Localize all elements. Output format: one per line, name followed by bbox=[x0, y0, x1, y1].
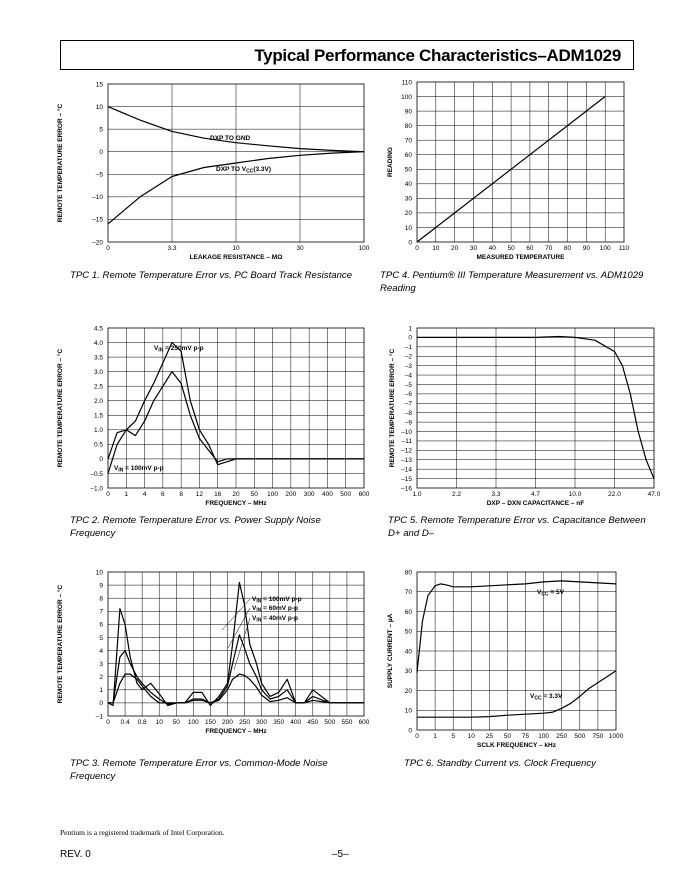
tpc3-xtick: 400 bbox=[290, 719, 302, 726]
tpc6-ytick: 30 bbox=[404, 668, 412, 676]
tpc5-ytick: –4 bbox=[404, 372, 412, 380]
tpc4-ytick: 60 bbox=[404, 152, 412, 160]
tpc2-plot bbox=[56, 325, 370, 507]
tpc1-xlabel: LEAKAGE RESISTANCE – MΩ bbox=[189, 254, 283, 261]
tpc3-xtick: 500 bbox=[324, 719, 336, 726]
tpc5-ytick: –13 bbox=[401, 457, 412, 465]
header-title-box bbox=[60, 40, 634, 70]
tpc6-caption: TPC 6. Standby Current vs. Clock Frequency bbox=[404, 758, 596, 769]
tpc4-ytick: 110 bbox=[401, 79, 412, 87]
tpc3-ytick: 7 bbox=[99, 608, 103, 616]
tpc6-xtick: 1000 bbox=[608, 733, 624, 740]
tpc3-ytick: 6 bbox=[99, 621, 103, 629]
tpc3-chart bbox=[50, 564, 370, 759]
tpc6-xtick: 1 bbox=[433, 733, 437, 740]
tpc6-xtick: 10 bbox=[467, 733, 475, 740]
tpc5-ytick: –5 bbox=[404, 381, 412, 389]
tpc4-ytick: 100 bbox=[401, 93, 412, 101]
tpc5-xtick: 47.0 bbox=[647, 491, 661, 498]
tpc1-annotation-1: DXP TO $V_{CC}(3.3V)$ bbox=[216, 166, 272, 175]
tpc2-xtick: 8 bbox=[179, 491, 183, 498]
tpc6-xtick: 5 bbox=[451, 733, 455, 740]
tpc2-ytick: –0.5 bbox=[90, 470, 103, 478]
tpc1-xtick: 30 bbox=[296, 245, 304, 252]
tpc2-xtick: 600 bbox=[358, 491, 370, 498]
tpc5-xtick: 3.3 bbox=[491, 491, 501, 498]
tpc3-ytick: 10 bbox=[95, 569, 103, 577]
tpc6-xtick: 75 bbox=[521, 733, 530, 740]
tpc6-ytick: 50 bbox=[404, 628, 412, 636]
tpc5-ytick: –9 bbox=[404, 419, 412, 427]
tpc5-ylabel: REMOTE TEMPERATURE ERROR – °C bbox=[389, 348, 396, 468]
tpc4-xtick: 50 bbox=[507, 245, 515, 252]
tpc6-ytick: 0 bbox=[408, 727, 412, 735]
tpc2-annotation-0: $V_{IN} = 250mV$ p-p bbox=[154, 345, 204, 354]
tpc5-ytick: –6 bbox=[404, 391, 412, 399]
tpc2-annotation-1: $V_{IN} = 100mV$ p-p bbox=[114, 465, 164, 474]
tpc2-ytick: 3.0 bbox=[93, 368, 103, 376]
tpc4-ytick: 20 bbox=[404, 210, 412, 218]
tpc3-xtick: 100 bbox=[187, 719, 199, 726]
tpc3-ylabel: REMOTE TEMPERATURE ERROR – °C bbox=[57, 584, 64, 704]
tpc3-xtick: 0.4 bbox=[120, 719, 130, 726]
tpc1-ytick: –10 bbox=[92, 194, 103, 202]
tpc6-plot bbox=[387, 569, 624, 749]
tpc3-ytick: 5 bbox=[99, 634, 103, 642]
tpc2-ytick: –1.0 bbox=[90, 485, 103, 493]
tpc1-xtick: 10 bbox=[232, 245, 240, 252]
tpc5-ytick: –14 bbox=[401, 466, 412, 474]
tpc3-ytick: –1 bbox=[95, 713, 103, 721]
tpc2-xtick: 100 bbox=[267, 491, 279, 498]
tpc2-xlabel: FREQUENCY – MHz bbox=[205, 500, 267, 507]
tpc4-xtick: 40 bbox=[488, 245, 496, 252]
tpc6-xtick: 100 bbox=[538, 733, 550, 740]
tpc5-caption: TPC 5. Remote Temperature Error vs. Capacitance Between D+ and D– bbox=[388, 515, 646, 539]
tpc4-xtick: 70 bbox=[545, 245, 553, 252]
tpc2-xtick: 1 bbox=[124, 491, 129, 498]
tpc3-xtick: 250 bbox=[239, 719, 250, 726]
tpc2-ytick: 0 bbox=[99, 456, 103, 464]
tpc3-series-1 bbox=[108, 635, 364, 704]
tpc5-ytick: –11 bbox=[401, 438, 412, 446]
tpc1-chart bbox=[50, 74, 370, 269]
tpc5-ytick: –2 bbox=[404, 353, 412, 361]
tpc5-ytick: 0 bbox=[408, 334, 412, 342]
tpc2-xtick: 20 bbox=[232, 491, 240, 498]
tpc2-caption: TPC 2. Remote Temperature Error vs. Power Supply Noise Frequency bbox=[70, 515, 321, 539]
tpc5-xtick: 10.0 bbox=[568, 491, 582, 498]
tpc6-xtick: 0 bbox=[415, 733, 419, 740]
tpc3-ytick: 3 bbox=[99, 660, 103, 668]
tpc3-xlabel: FREQUENCY – MHz bbox=[205, 728, 267, 735]
tpc2-xtick: 500 bbox=[340, 491, 352, 498]
tpc1-annotation-0: DXP TO GND bbox=[210, 135, 251, 142]
tpc3-plot bbox=[56, 569, 370, 735]
tpc3-ytick: 9 bbox=[99, 582, 103, 590]
tpc6-xtick: 500 bbox=[574, 733, 586, 740]
tpc2-xtick: 400 bbox=[321, 491, 333, 498]
tpc6-xtick: 750 bbox=[592, 733, 604, 740]
tpc4-ytick: 10 bbox=[404, 224, 412, 232]
tpc2-xtick: 6 bbox=[161, 491, 165, 498]
tpc5-ytick: –16 bbox=[401, 485, 412, 493]
tpc2-ytick: 4.0 bbox=[93, 339, 103, 347]
tpc6-xtick: 250 bbox=[556, 733, 568, 740]
tpc5-xtick: 2.2 bbox=[451, 491, 462, 498]
footnote: Pentium is a registered trademark of Intel Corporation. bbox=[60, 828, 225, 837]
tpc2-ytick: 2.5 bbox=[93, 383, 103, 391]
tpc1-ylabel: REMOTE TEMPERATURE ERROR – °C bbox=[57, 103, 64, 223]
tpc2-ytick: 0.5 bbox=[93, 441, 103, 449]
tpc3-xtick: 50 bbox=[172, 719, 180, 726]
tpc5-ytick: –3 bbox=[404, 362, 412, 370]
tpc6-chart bbox=[380, 564, 640, 759]
tpc4-xtick: 60 bbox=[526, 245, 534, 252]
tpc6-ytick: 20 bbox=[404, 687, 412, 695]
tpc6-annotation-0: $V_{CC} = 5V$ bbox=[537, 589, 564, 598]
tpc3-ytick: 2 bbox=[99, 674, 103, 682]
tpc6-xtick: 25 bbox=[485, 733, 493, 740]
tpc6-annotation-1: $V_{CC} = 3.3V$ bbox=[530, 693, 563, 702]
page-number: –5– bbox=[332, 849, 349, 860]
tpc3-ytick: 1 bbox=[99, 687, 103, 695]
tpc4-xtick: 110 bbox=[618, 245, 630, 252]
tpc4-xtick: 20 bbox=[451, 245, 459, 252]
tpc3-xtick: 600 bbox=[358, 719, 370, 726]
tpc5-ytick: –1 bbox=[404, 344, 412, 352]
tpc4-xtick: 100 bbox=[599, 245, 611, 252]
tpc1-ytick: 10 bbox=[95, 103, 103, 111]
tpc5-plot bbox=[388, 325, 661, 507]
tpc2-xtick: 0 bbox=[106, 491, 110, 498]
tpc4-ytick: 90 bbox=[404, 108, 412, 116]
page-title: Typical Performance Characteristics–ADM1029 bbox=[254, 46, 621, 65]
tpc4-xtick: 30 bbox=[469, 245, 478, 252]
tpc3-xtick: 150 bbox=[204, 719, 216, 726]
tpc6-ytick: 60 bbox=[404, 608, 412, 616]
tpc4-ytick: 70 bbox=[404, 137, 412, 145]
tpc4-chart bbox=[380, 74, 640, 269]
tpc3-xtick: 300 bbox=[256, 719, 268, 726]
tpc2-ytick: 4.5 bbox=[93, 325, 103, 333]
tpc1-ytick: 0 bbox=[99, 149, 103, 157]
tpc5-xtick: 22.0 bbox=[608, 491, 621, 498]
tpc6-ytick: 70 bbox=[404, 589, 412, 597]
tpc3-xtick: 200 bbox=[222, 719, 233, 726]
tpc5-xlabel: DXP – DXN CAPACITANCE – nF bbox=[486, 500, 585, 507]
tpc6-xlabel: SCLK FREQUENCY – kHz bbox=[477, 742, 556, 749]
tpc3-ytick: 8 bbox=[99, 595, 103, 603]
tpc1-caption: TPC 1. Remote Temperature Error vs. PC Board Track Resistance bbox=[70, 270, 353, 281]
tpc4-ytick: 50 bbox=[404, 166, 412, 174]
tpc4-plot bbox=[387, 79, 630, 261]
revision: REV. 0 bbox=[60, 849, 91, 860]
tpc1-xtick: 3.3 bbox=[167, 245, 177, 252]
tpc2-ytick: 2.0 bbox=[93, 398, 103, 406]
tpc2-xtick: 50 bbox=[250, 491, 258, 498]
tpc3-xtick: 10 bbox=[155, 719, 163, 726]
tpc3-xtick: 0.8 bbox=[137, 719, 147, 726]
tpc4-xlabel: MEASURED TEMPERATURE bbox=[476, 254, 565, 261]
tpc2-ytick: 1.0 bbox=[93, 427, 103, 435]
tpc5-ytick: –10 bbox=[401, 428, 412, 436]
tpc3-xtick: 450 bbox=[307, 719, 319, 726]
tpc1-ytick: –20 bbox=[92, 239, 103, 247]
tpc6-ytick: 80 bbox=[404, 569, 412, 577]
tpc2-xtick: 200 bbox=[285, 491, 297, 498]
tpc2-xtick: 16 bbox=[214, 491, 222, 498]
tpc5-ytick: –12 bbox=[401, 447, 412, 455]
tpc5-ytick: –15 bbox=[401, 475, 412, 483]
tpc3-frame bbox=[108, 572, 364, 716]
tpc1-plot bbox=[56, 81, 370, 261]
tpc6-ylabel: SUPPLY CURRENT – µA bbox=[387, 613, 394, 689]
tpc5-ytick: 1 bbox=[408, 325, 412, 333]
tpc5-chart bbox=[380, 320, 661, 515]
tpc5-ytick: –8 bbox=[404, 410, 412, 418]
tpc3-annotation-0: $V_{IN} = 100mV$ p-p bbox=[252, 596, 302, 605]
tpc3-xtick: 350 bbox=[273, 719, 285, 726]
tpc3-annotation-2: $V_{IN} = 40mV$ p-p bbox=[252, 615, 299, 624]
tpc1-ytick: 5 bbox=[99, 126, 103, 134]
tpc6-ytick: 10 bbox=[404, 707, 412, 715]
tpc3-caption: TPC 3. Remote Temperature Error vs. Common-Mode Noise Frequency bbox=[70, 758, 328, 782]
tpc4-caption: TPC 4. Pentium® III Temperature Measurement vs. ADM1029 Reading bbox=[380, 270, 644, 294]
tpc5-xtick: 4.7 bbox=[530, 491, 541, 498]
tpc1-ytick: –5 bbox=[95, 171, 103, 179]
tpc1-ytick: 15 bbox=[95, 81, 103, 89]
tpc5-xtick: 1.0 bbox=[412, 491, 422, 498]
tpc1-xtick: 0 bbox=[106, 245, 110, 252]
tpc4-ytick: 30 bbox=[404, 195, 412, 203]
tpc3-leader bbox=[234, 618, 250, 670]
tpc4-ytick: 40 bbox=[404, 181, 412, 189]
tpc6-ytick: 40 bbox=[404, 648, 412, 656]
tpc4-xtick: 80 bbox=[563, 245, 572, 252]
tpc5-ytick: –7 bbox=[404, 400, 412, 408]
tpc4-xtick: 90 bbox=[582, 245, 590, 252]
tpc3-ytick: 0 bbox=[99, 700, 103, 708]
tpc4-ytick: 0 bbox=[408, 239, 412, 247]
tpc3-xtick: 0 bbox=[106, 719, 110, 726]
tpc3-annotation-1: $V_{IN} = 60mV$ p-p bbox=[252, 605, 299, 614]
tpc3-xtick: 550 bbox=[341, 719, 353, 726]
tpc2-xtick: 300 bbox=[303, 491, 315, 498]
tpc2-ytick: 3.5 bbox=[93, 354, 103, 362]
tpc6-series-0 bbox=[417, 581, 616, 673]
tpc2-xtick: 12 bbox=[195, 491, 204, 498]
tpc2-ylabel: REMOTE TEMPERATURE ERROR – °C bbox=[57, 348, 64, 468]
tpc4-xtick: 0 bbox=[415, 245, 419, 252]
tpc1-ytick: –15 bbox=[92, 216, 103, 224]
tpc2-chart bbox=[50, 320, 370, 515]
tpc6-xtick: 50 bbox=[503, 733, 512, 740]
tpc3-ytick: 4 bbox=[99, 647, 103, 655]
tpc2-xtick: 4 bbox=[142, 491, 147, 498]
tpc2-ytick: 1.5 bbox=[93, 412, 103, 420]
tpc4-ytick: 80 bbox=[404, 122, 412, 130]
tpc4-ylabel: READING bbox=[387, 147, 394, 177]
tpc1-xtick: 100 bbox=[358, 245, 370, 252]
tpc4-xtick: 10 bbox=[432, 245, 440, 252]
